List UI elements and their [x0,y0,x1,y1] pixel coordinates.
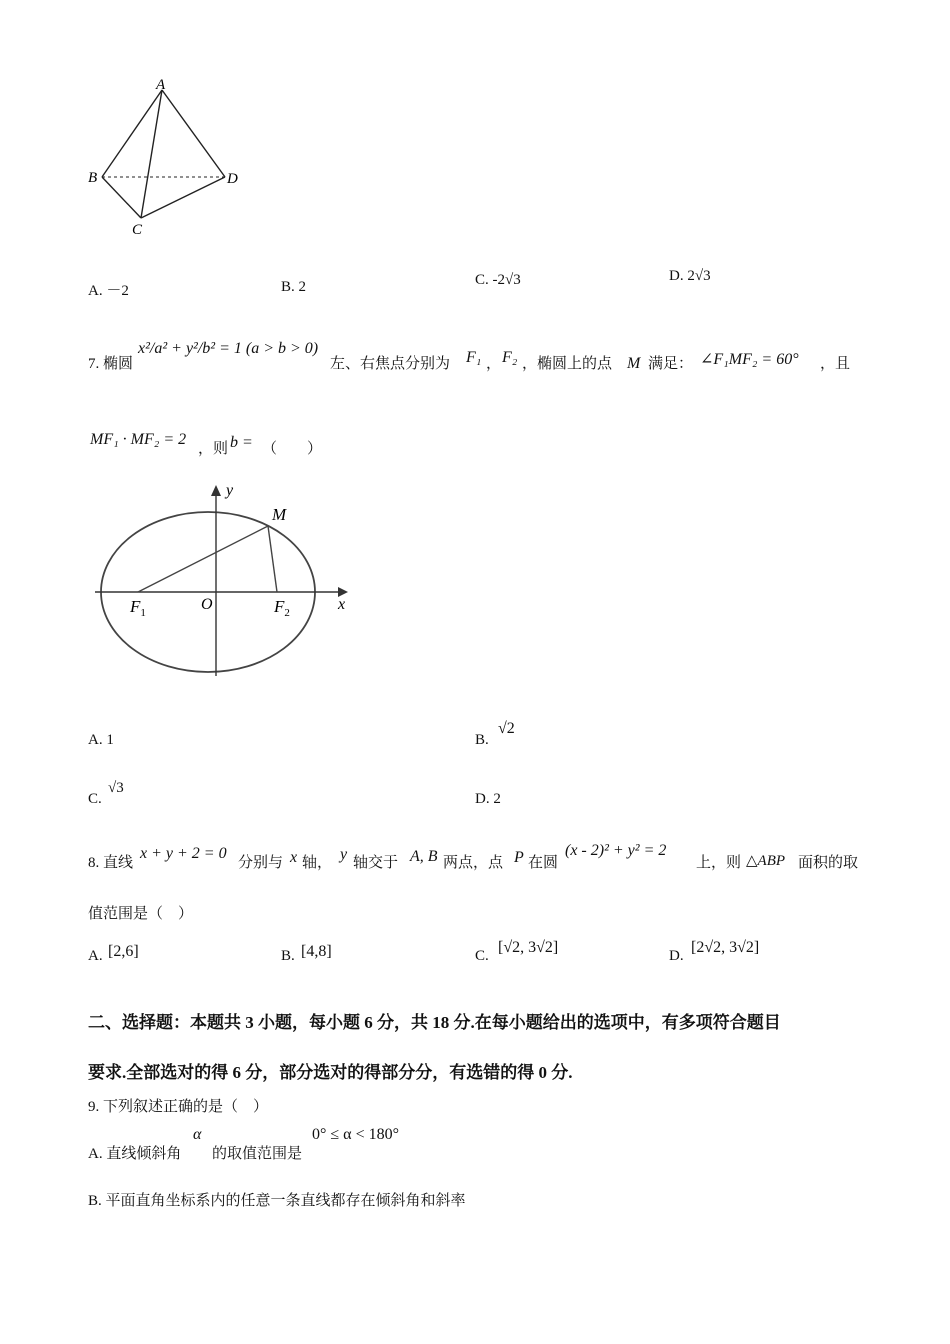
q6-option-d: D. 2√3 [669,268,711,284]
q6-option-a: A. －2 [88,283,129,299]
q9-option-b: B. 平面直角坐标系内的任意一条直线都存在倾斜角和斜率 [88,1193,466,1209]
q8-text2: 轴， [302,855,333,871]
q8-option-d-value: [2√2, 3√2] [691,939,760,956]
q7-f1: F₁ [466,349,482,366]
q7-option-d: D. 2 [475,791,501,807]
q8-p: P [514,849,524,866]
q7-number: 7. 椭圆 [88,356,134,372]
q7-option-b-value: √2 [498,720,515,737]
vertex-label-A: A [156,77,166,93]
section2-instructions-line1: 二、选择题：本题共 3 小题，每小题 6 分，共 18 分.在每小题给出的选项中，有多项符合题目 [88,1013,781,1032]
edge-AD [162,90,225,177]
q8-option-c-value: [√2, 3√2] [498,939,559,956]
point-label-M: M [272,505,287,524]
q7-dot-condition: MF₁ · MF₂ = 2 [90,431,187,448]
q8-text7: 面积的取 [798,855,859,871]
q8-circle-equation: (x - 2)² + y² = 2 [565,842,667,859]
q7-option-a: A. 1 [88,732,114,748]
q7-comma1: ， [486,356,502,372]
q6-option-c: C. -2√3 [475,272,521,288]
q7-option-c-label: C. [88,791,102,807]
q7-text1: 左、右焦点分别为 [330,356,451,372]
edge-CD [141,177,225,218]
q8-option-b-label: B. [281,948,295,964]
q9-stem: 9. 下列叙述正确的是（ ） [88,1099,269,1115]
q9-option-a-text1: A. 直线倾斜角 [88,1146,182,1162]
segment-F1M [138,526,268,592]
q8-option-d-label: D. [669,948,684,964]
y-axis-arrow [211,485,221,496]
vertex-label-C: C [132,222,143,238]
q7-m: M [627,355,641,372]
q9-option-a-alpha: α [193,1126,202,1143]
q8-number: 8. 直线 [88,855,134,871]
q7-text2: ，椭圆上的点 [522,356,613,372]
axis-label-x: x [338,596,346,613]
tetrahedron-figure [80,75,250,240]
q8-triangle: △ABP [746,853,786,869]
q7-option-b-label: B. [475,732,489,748]
ellipse-figure [90,478,365,678]
q8-text4: 两点，点 [443,855,504,871]
q8-text3: 轴交于 [353,855,399,871]
vertex-label-D: D [227,171,238,187]
q7-text3: 满足： [648,356,694,372]
point-label-F1: $F_1$ [130,597,146,619]
q7-f2: F₂ [502,349,518,366]
q8-option-b-value: [4,8] [301,943,332,960]
q8-line-equation: x + y + 2 = 0 [140,845,227,862]
q6-option-b: B. 2 [281,279,307,295]
q8-text5: 在圆 [528,855,559,871]
q8-option-a-label: A. [88,948,103,964]
q7-paren: （ ） [262,441,323,457]
q7-angle: ∠F₁MF₂ = 60° [700,351,799,368]
point-label-F2: $F_2$ [274,597,290,619]
q8-text1: 分别与 [238,855,284,871]
edge-AC [141,90,162,218]
q8-x: x [290,849,298,866]
point-label-O: O [201,596,213,613]
axis-label-y: y [226,482,234,499]
q9-option-a-range: 0° ≤ α < 180° [312,1126,399,1143]
edge-AB [102,90,162,177]
q8-line2: 值范围是（ ） [88,906,194,922]
segment-F2M [268,526,277,592]
q7-b-eq: b = [230,434,253,451]
q8-y: y [340,846,348,863]
q7-option-c-value: √3 [108,780,124,796]
q7-text5: ，则 [198,441,229,457]
vertex-label-B: B [88,170,98,186]
q8-option-a-value: [2,6] [108,943,139,960]
edge-BC [102,177,141,218]
q7-ellipse-equation: x²/a² + y²/b² = 1 (a > b > 0) [138,340,319,357]
q7-text4: ，且 [820,356,851,372]
q9-option-a-text2: 的取值范围是 [212,1146,303,1162]
q8-ab: A, B [410,848,438,865]
section2-instructions-line2: 要求.全部选对的得 6 分，部分选对的得部分分，有选错的得 0 分. [88,1063,573,1082]
q8-text6: 上，则 [696,855,742,871]
q8-option-c-label: C. [475,948,489,964]
